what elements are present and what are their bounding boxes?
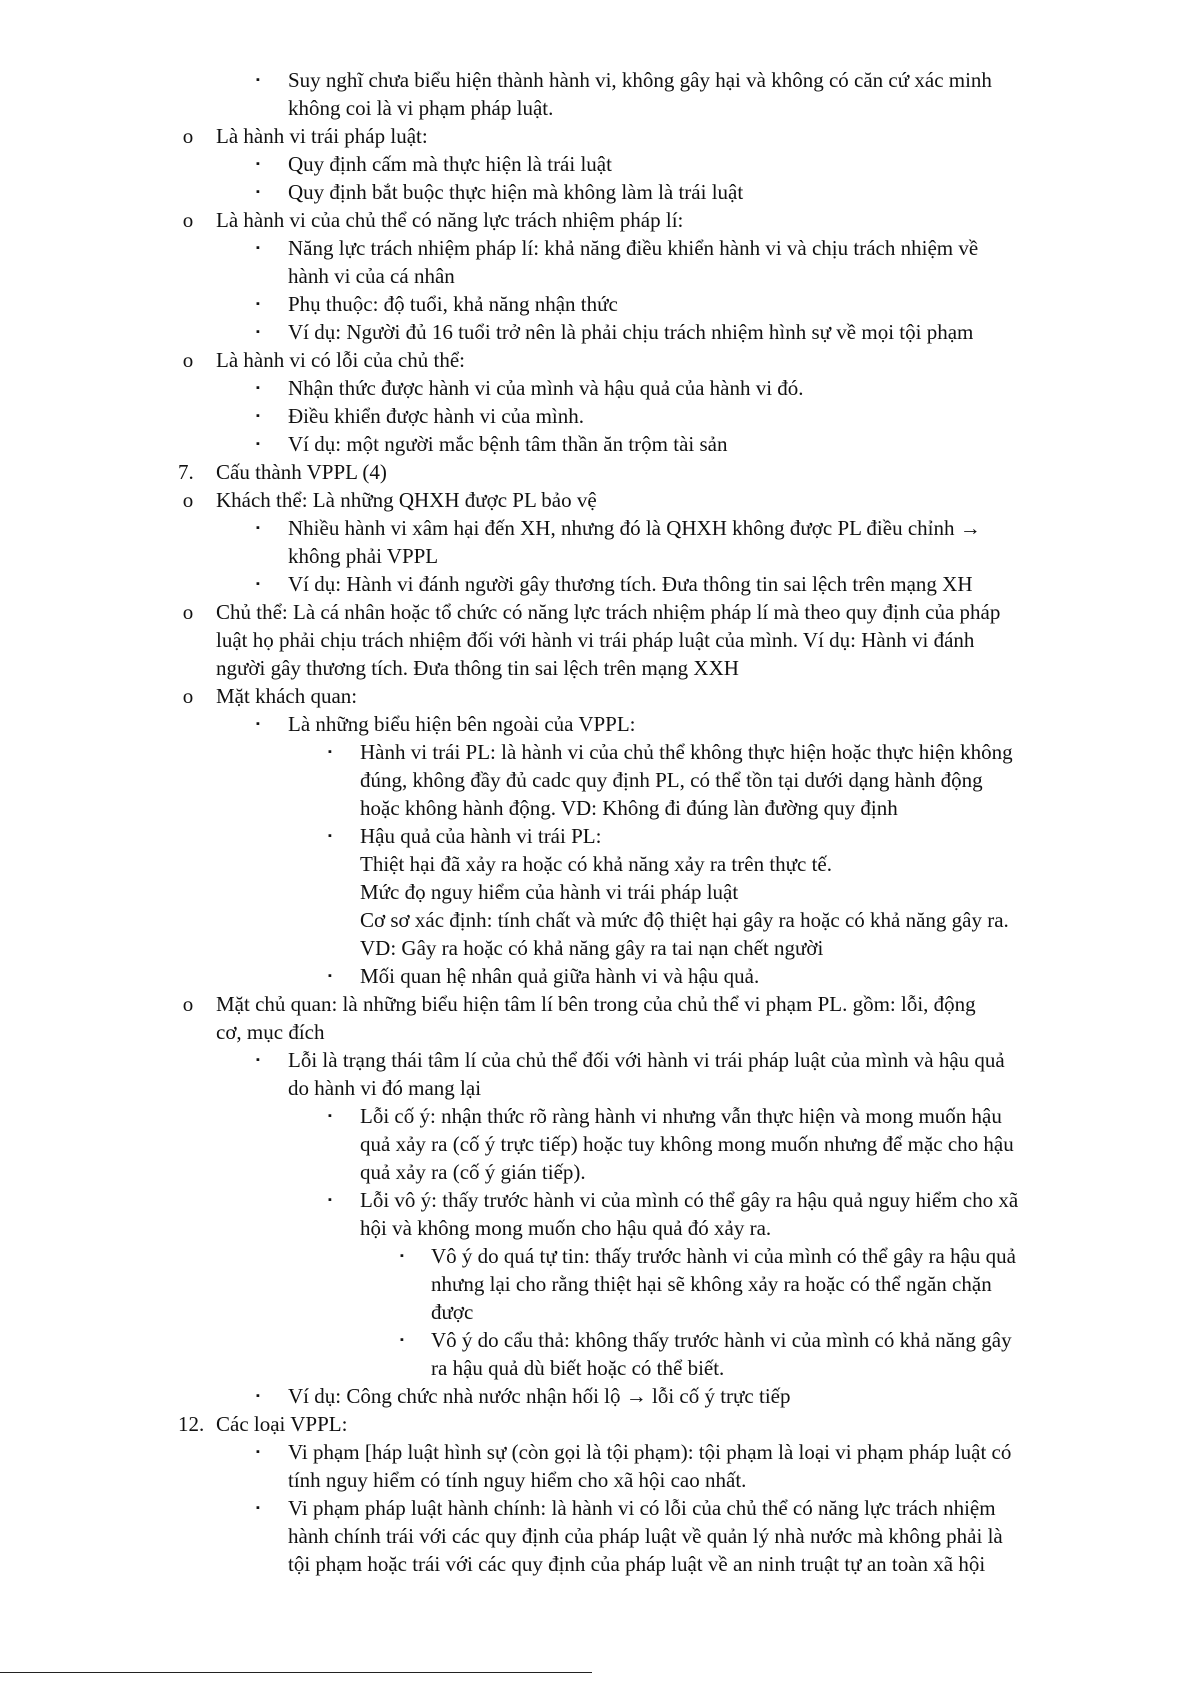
- outline-item: [0, 1410, 1191, 1438]
- square-bullet-icon: ▪: [400, 1250, 404, 1262]
- outline-text: Là hành vi của chủ thể có năng lực trách nhiệm pháp lí:: [216, 208, 684, 232]
- outline-text: Điều khiển được hành vi của mình.: [288, 404, 584, 428]
- outline-text: Phụ thuộc: độ tuổi, khả năng nhận thức: [288, 292, 618, 316]
- circle-bullet-icon: o: [182, 600, 194, 624]
- outline-text: Khách thể: Là những QHXH được PL bảo vệ: [216, 488, 597, 512]
- outline-text: Nhận thức được hành vi của mình và hậu quả của hành vi đó.: [288, 376, 804, 400]
- outline-text: Thiệt hại đã xảy ra hoặc có khả năng xảy ra trên thực tế.: [360, 852, 833, 876]
- outline-continuation: [0, 626, 1191, 654]
- outline-text: Quy định bắt buộc thực hiện mà không làm là trái luật: [288, 180, 744, 204]
- outline-text: người gây thương tích. Đưa thông tin sai lệch trên mạng XXH: [216, 656, 739, 680]
- outline-item: [0, 570, 1191, 598]
- outline-text: Lỗi vô ý: thấy trước hành vi của mình có thể gây ra hậu quả nguy hiểm cho xã: [360, 1188, 1019, 1212]
- outline-text: được: [431, 1300, 474, 1324]
- square-bullet-icon: ▪: [328, 1110, 332, 1122]
- outline-continuation: [0, 542, 1191, 570]
- square-bullet-icon: ▪: [256, 382, 260, 394]
- outline-text: cơ, mục đích: [216, 1020, 325, 1044]
- outline-text: Là hành vi có lỗi của chủ thể:: [216, 348, 465, 372]
- outline-text: Là hành vi trái pháp luật:: [216, 124, 428, 148]
- outline-continuation: [0, 1298, 1191, 1326]
- outline-continuation: [0, 94, 1191, 122]
- square-bullet-icon: ▪: [256, 74, 260, 86]
- outline-text: Hậu quả của hành vi trái PL:: [360, 824, 602, 848]
- square-bullet-icon: ▪: [256, 186, 260, 198]
- outline-continuation: [0, 1550, 1191, 1578]
- outline-item: [0, 486, 1191, 514]
- outline-item: [0, 206, 1191, 234]
- outline-item: [0, 402, 1191, 430]
- outline-item: [0, 514, 1191, 542]
- outline-item: [0, 1186, 1191, 1214]
- outline-continuation: [0, 934, 1191, 962]
- outline-item: [0, 682, 1191, 710]
- outline-text: luật họ phải chịu trách nhiệm đối với hành vi trái pháp luật của mình. Ví dụ: Hành vi đánh: [216, 628, 975, 652]
- outline-text: Hành vi trái PL: là hành vi của chủ thể không thực hiện hoặc thực hiện không: [360, 740, 1013, 764]
- circle-bullet-icon: o: [182, 992, 194, 1016]
- circle-bullet-icon: o: [182, 684, 194, 708]
- outline-text: Ví dụ: Người đủ 16 tuổi trở nên là phải chịu trách nhiệm hình sự về mọi tội phạm: [288, 320, 974, 344]
- outline-text: Năng lực trách nhiệm pháp lí: khả năng điều khiển hành vi và chịu trách nhiệm về: [288, 236, 979, 260]
- document-page: [0, 66, 1191, 1578]
- outline-text: Mức đọ nguy hiểm của hành vi trái pháp luật: [360, 880, 739, 904]
- square-bullet-icon: ▪: [256, 578, 260, 590]
- outline-item: [0, 346, 1191, 374]
- square-bullet-icon: ▪: [328, 746, 332, 758]
- outline-text: quả xảy ra (cố ý gián tiếp).: [360, 1160, 586, 1184]
- outline-item: [0, 374, 1191, 402]
- outline-text: Các loại VPPL:: [216, 1412, 348, 1436]
- outline-continuation: [0, 262, 1191, 290]
- outline-continuation: [0, 850, 1191, 878]
- outline-continuation: [0, 1354, 1191, 1382]
- outline-continuation: [0, 1158, 1191, 1186]
- outline-continuation: [0, 794, 1191, 822]
- square-bullet-icon: ▪: [328, 970, 332, 982]
- square-bullet-icon: ▪: [400, 1334, 404, 1346]
- outline-continuation: [0, 1522, 1191, 1550]
- outline-item: [0, 318, 1191, 346]
- outline-continuation: [0, 1018, 1191, 1046]
- circle-bullet-icon: o: [182, 488, 194, 512]
- list-number: 7.: [178, 460, 194, 484]
- outline-text: Mặt chủ quan: là những biểu hiện tâm lí bên trong của chủ thể vi phạm PL. gồm: lỗi, động: [216, 992, 976, 1016]
- outline-continuation: [0, 1466, 1191, 1494]
- outline-text: VD: Gây ra hoặc có khả năng gây ra tai nạn chết người: [360, 936, 824, 960]
- outline-item: [0, 458, 1191, 486]
- outline-text: Quy định cấm mà thực hiện là trái luật: [288, 152, 612, 176]
- outline-text: đúng, không đầy đủ cadc quy định PL, có thể tồn tại dưới dạng hành động: [360, 768, 983, 792]
- outline-text: Là những biểu hiện bên ngoài của VPPL:: [288, 712, 636, 736]
- outline-continuation: [0, 1130, 1191, 1158]
- square-bullet-icon: ▪: [256, 158, 260, 170]
- outline-item: [0, 234, 1191, 262]
- outline-text: Suy nghĩ chưa biểu hiện thành hành vi, không gây hại và không có căn cứ xác minh: [288, 68, 992, 92]
- outline-item: [0, 178, 1191, 206]
- outline-text: Ví dụ: Hành vi đánh người gây thương tích. Đưa thông tin sai lệch trên mạng XH: [288, 572, 973, 596]
- square-bullet-icon: ▪: [256, 522, 260, 534]
- square-bullet-icon: ▪: [328, 1194, 332, 1206]
- outline-continuation: [0, 1214, 1191, 1242]
- outline-text: Vi phạm pháp luật hành chính: là hành vi có lỗi của chủ thể có năng lực trách nhiệm: [288, 1496, 996, 1520]
- outline-text: Lỗi cố ý: nhận thức rõ ràng hành vi nhưng vẫn thực hiện và mong muốn hậu: [360, 1104, 1002, 1128]
- circle-bullet-icon: o: [182, 348, 194, 372]
- outline-continuation: [0, 878, 1191, 906]
- outline-item: [0, 1326, 1191, 1354]
- outline-text: quả xảy ra (cố ý trực tiếp) hoặc tuy không mong muốn nhưng để mặc cho hậu: [360, 1132, 1014, 1156]
- circle-bullet-icon: o: [182, 124, 194, 148]
- outline-text: hành vi của cá nhân: [288, 264, 455, 288]
- outline-text: Ví dụ: Công chức nhà nước nhận hối lộ → lỗi cố ý trực tiếp: [288, 1384, 791, 1408]
- outline-text: tội phạm hoặc trái với các quy định của pháp luật về an ninh truật tự an toàn xã hội: [288, 1552, 986, 1576]
- outline-item: [0, 1242, 1191, 1270]
- outline-text: Lỗi là trạng thái tâm lí của chủ thể đối với hành vi trái pháp luật của mình và hậu quả: [288, 1048, 1005, 1072]
- square-bullet-icon: ▪: [256, 1390, 260, 1402]
- outline-item: [0, 150, 1191, 178]
- square-bullet-icon: ▪: [328, 830, 332, 842]
- outline-continuation: [0, 1074, 1191, 1102]
- circle-bullet-icon: o: [182, 208, 194, 232]
- outline-text: Vi phạm [háp luật hình sự (còn gọi là tội phạm): tội phạm là loại vi phạm pháp luật có: [288, 1440, 1012, 1464]
- outline-item: [0, 66, 1191, 94]
- outline-text: Ví dụ: một người mắc bệnh tâm thần ăn trộm tài sản: [288, 432, 728, 456]
- square-bullet-icon: ▪: [256, 718, 260, 730]
- outline-item: [0, 598, 1191, 626]
- outline-text: Mối quan hệ nhân quả giữa hành vi và hậu quả.: [360, 964, 760, 988]
- outline-item: [0, 1438, 1191, 1466]
- square-bullet-icon: ▪: [256, 438, 260, 450]
- square-bullet-icon: ▪: [256, 326, 260, 338]
- outline-text: không phải VPPL: [288, 544, 439, 568]
- list-number: 12.: [178, 1412, 205, 1436]
- outline-item: [0, 122, 1191, 150]
- outline-item: [0, 738, 1191, 766]
- footnote-separator: [0, 1672, 592, 1673]
- square-bullet-icon: ▪: [256, 1502, 260, 1514]
- outline-item: [0, 1046, 1191, 1074]
- outline-text: Mặt khách quan:: [216, 684, 358, 708]
- outline-item: [0, 962, 1191, 990]
- outline-item: [0, 430, 1191, 458]
- outline-text: Vô ý do quá tự tin: thấy trước hành vi của mình có thể gây ra hậu quả: [431, 1244, 1016, 1268]
- outline-text: Cơ sơ xác định: tính chất và mức độ thiệt hại gây ra hoặc có khả năng gây ra.: [360, 908, 1009, 932]
- outline-item: [0, 290, 1191, 318]
- outline-text: không coi là vi phạm pháp luật.: [288, 96, 554, 120]
- outline-text: Cấu thành VPPL (4): [216, 460, 387, 484]
- outline-text: hội và không mong muốn cho hậu quả đó xảy ra.: [360, 1216, 772, 1240]
- outline-item: [0, 1494, 1191, 1522]
- outline-text: hoặc không hành động. VD: Không đi đúng làn đường quy định: [360, 796, 898, 820]
- square-bullet-icon: ▪: [256, 242, 260, 254]
- square-bullet-icon: ▪: [256, 298, 260, 310]
- outline-continuation: [0, 654, 1191, 682]
- square-bullet-icon: ▪: [256, 410, 260, 422]
- outline-item: [0, 1102, 1191, 1130]
- outline-text: do hành vi đó mang lại: [288, 1076, 482, 1100]
- outline-continuation: [0, 1270, 1191, 1298]
- outline-item: [0, 822, 1191, 850]
- outline-text: hành chính trái với các quy định của pháp luật về quản lý nhà nước mà không phải là: [288, 1524, 1003, 1548]
- outline-continuation: [0, 766, 1191, 794]
- outline-text: Nhiều hành vi xâm hại đến XH, nhưng đó là QHXH không được PL điều chỉnh →: [288, 516, 981, 540]
- square-bullet-icon: ▪: [256, 1054, 260, 1066]
- outline-continuation: [0, 906, 1191, 934]
- outline-item: [0, 710, 1191, 738]
- square-bullet-icon: ▪: [256, 1446, 260, 1458]
- outline-text: tính nguy hiểm có tính nguy hiểm cho xã hội cao nhất.: [288, 1468, 747, 1492]
- outline-item: [0, 1382, 1191, 1410]
- outline-text: Chủ thể: Là cá nhân hoặc tổ chức có năng lực trách nhiệm pháp lí mà theo quy định của pháp: [216, 600, 1001, 624]
- outline-text: nhưng lại cho rằng thiệt hại sẽ không xảy ra hoặc có thể ngăn chặn: [431, 1272, 992, 1296]
- outline-item: [0, 990, 1191, 1018]
- outline-text: Vô ý do cẩu thả: không thấy trước hành vi của mình có khả năng gây: [431, 1328, 1012, 1352]
- outline-text: ra hậu quả dù biết hoặc có thể biết.: [431, 1356, 725, 1380]
